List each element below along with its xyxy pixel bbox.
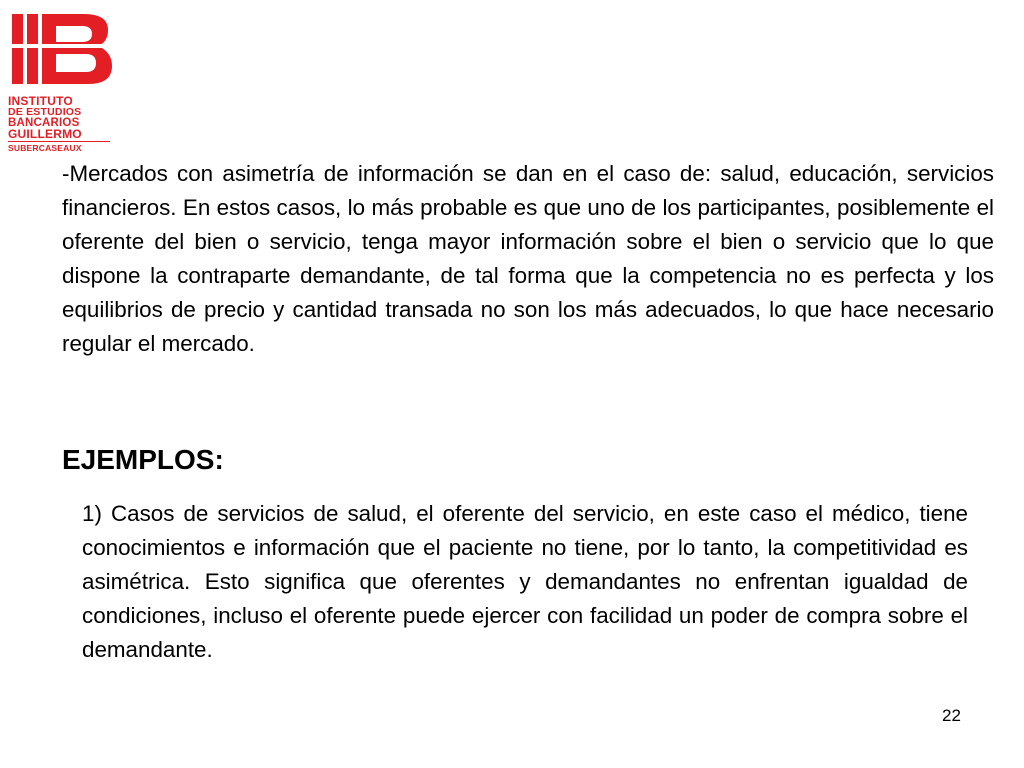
page-number: 22 [942, 706, 961, 725]
logo-line-4: GUILLERMO [8, 127, 82, 141]
example-paragraph-1: 1) Casos de servicios de salud, el oferente del servicio, en este caso el médico, tiene conocimientos e información que el paciente no tiene, por lo tanto, la competitividad es asimétrica. Esto significa que oferentes y demandantes no enfrentan igualdad de condiciones, incluso el oferente puede ejercer con facilidad un poder de compra sobre el demandante. [82, 501, 968, 662]
logo-line-3: BANCARIOS [8, 117, 80, 129]
ieb-logo-mark-icon [8, 8, 118, 92]
institution-logo [8, 8, 118, 160]
logo-line-1: INSTITUTO [8, 94, 73, 108]
logo-line-2: DE ESTUDIOS [8, 106, 82, 118]
logo-line-5: SUBERCASEAUX [8, 143, 82, 153]
examples-heading: EJEMPLOS: [62, 444, 224, 475]
body-paragraph: -Mercados con asimetría de información se dan en el caso de: salud, educación, servicios financieros. En estos casos, lo más probable es que uno de los participantes, posiblemente el oferente del bien o servicio, tenga mayor información sobre el bien o servicio que lo que dispone la contraparte demandante, de tal forma que la competencia no es perfecta y los equilibrios de precio y cantidad transada no son los más adecuados, lo que hace necesario regular el mercado. [62, 161, 994, 356]
logo-divider [8, 141, 110, 142]
logo-wordmark [8, 96, 118, 154]
